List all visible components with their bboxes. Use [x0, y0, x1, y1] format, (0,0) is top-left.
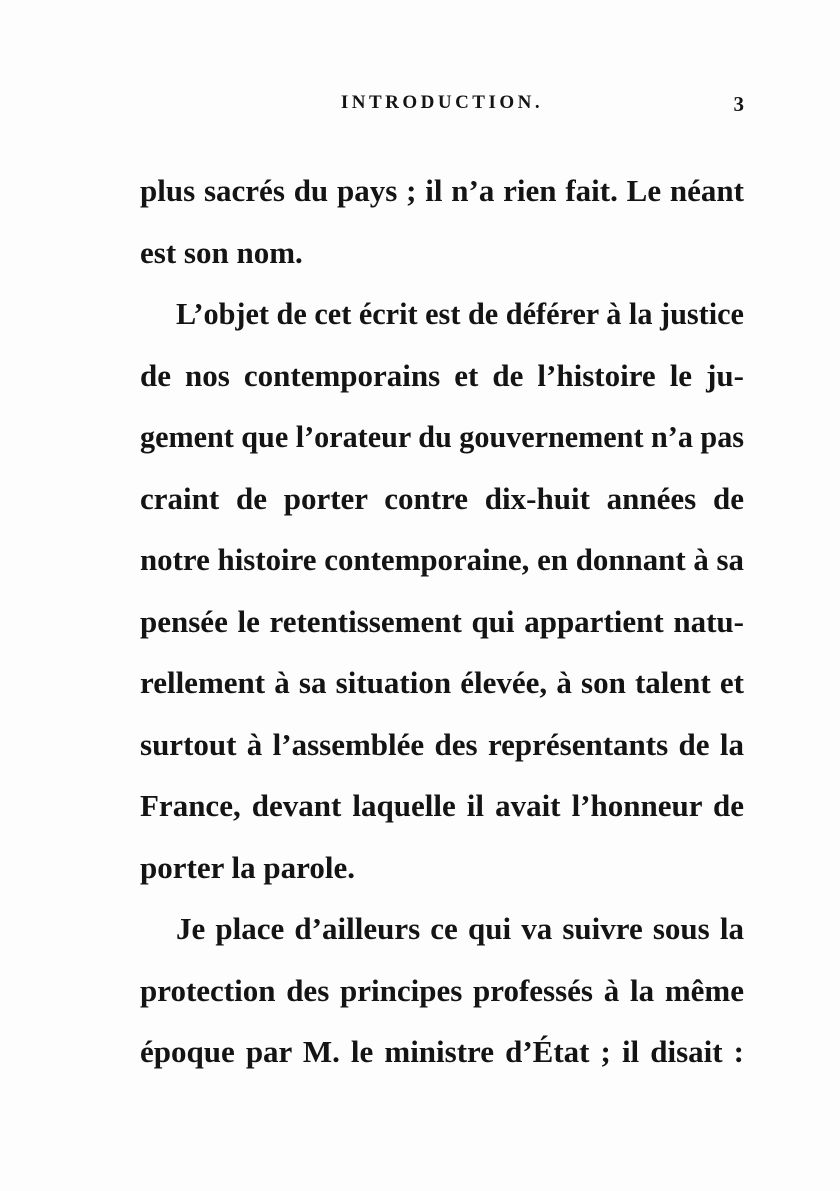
body-text — [140, 160, 744, 1083]
text-line: porter la parole. — [140, 849, 355, 885]
text-line: époque par M. le ministre d’État ; il disait : — [140, 1034, 744, 1069]
page-number: 3 — [733, 92, 744, 116]
text-line: pensée le retentissement qui appartient natu- — [140, 603, 744, 639]
text-line: est son nom. — [140, 234, 303, 270]
text-line: gement que l’orateur du gouvernement n’a pas — [140, 419, 744, 454]
text-line: notre histoire contemporaine, en donnant à sa — [140, 542, 744, 577]
text-line: craint de porter contre dix-huit années de — [140, 480, 744, 516]
text-line: rellement à sa situation élevée, à son talent et — [140, 665, 744, 700]
text-line: France, devant laquelle il avait l’honneur de — [140, 788, 744, 823]
chapter-title: INTRODUCTION. — [340, 92, 544, 113]
text-line: L’objet de cet écrit est de déférer à la justice — [176, 296, 744, 331]
text-line: de nos contemporains et de l’histoire le ju- — [140, 357, 744, 393]
text-line: surtout à l’assemblée des représentants de la — [140, 726, 744, 762]
text-line: protection des principes professés à la même — [140, 972, 744, 1008]
text-line: Je place d’ailleurs ce qui va suivre sous la — [176, 911, 744, 946]
running-head — [140, 92, 744, 122]
text-line: plus sacrés du pays ; il n’a rien fait. Le néant — [140, 173, 744, 208]
